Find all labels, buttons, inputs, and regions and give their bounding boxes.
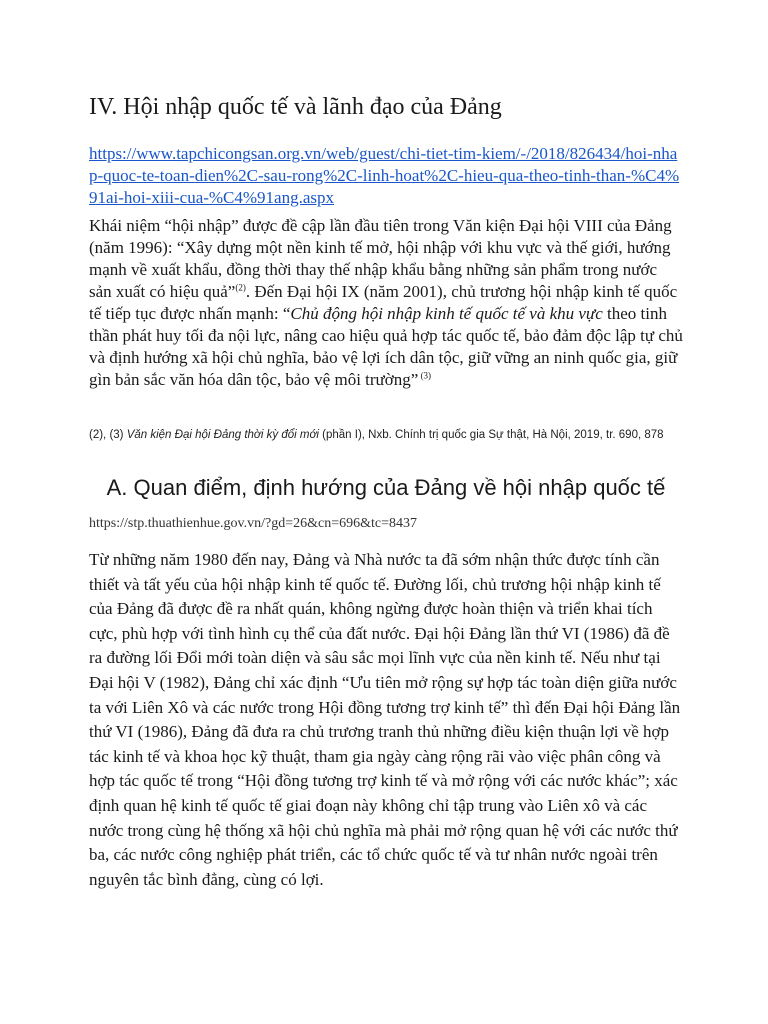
body-paragraph: Từ những năm 1980 đến nay, Đảng và Nhà nước ta đã sớm nhận thức được tính cần thiết và tất yếu của hội nhập kinh tế quốc tế. Đường lối, chủ trương hội nhập kinh tế của Đảng đã được đề ra nhất quán, không ngừng được hoàn thiện và triển khai tích cực, phù hợp với tình hình cụ thể của đất nước. Đại hội Đảng lần thứ VI (1986) đã đề ra đường lối Đổi mới toàn diện và sâu sắc mọi lĩnh vực của nền kinh tế. Nếu như tại Đại hội V (1982), Đảng chỉ xác định “Ưu tiên mở rộng sự hợp tác toàn diện giữa nước ta với Liên Xô và các nước trong Hội đồng tương trợ kinh tế” thì đến Đại hội Đảng lần thứ VI (1986), Đảng đã đưa ra chủ trương tranh thủ những điều kiện thuận lợi về hợp tác kinh tế và khoa học kỹ thuật, tham gia ngày càng rộng rãi vào việc phân công và hợp tác quốc tế trong “Hội đồng tương trợ kinh tế và mở rộng với các nước khác”; xác định quan hệ kinh tế quốc tế giai đoạn này không chỉ tập trung vào Liên xô và các nước trong cùng hệ thống xã hội chủ nghĩa mà phải mở rộng quan hệ với các nước thứ ba, các nước công nghiệp phát triển, các tổ chức quốc tế và tư nhân nước ngoài trên nguyên tắc bình đẳng, cùng có lợi. [89,550,681,889]
subsection-heading: A. Quan điểm, định hướng của Đảng về hội nhập quốc tế [106,475,666,500]
subsection-source-url: https://stp.thuathienhue.gov.vn/?gd=26&cn=696&tc=8437 [89,516,418,531]
footnote-ref-3: (3) [418,370,432,381]
footnote-ref-2: (2) [235,282,246,293]
footnote-rest: (phần I), Nxb. Chính trị quốc gia Sự thật, Hà Nội, 2019, tr. 690, 878 [318,429,664,441]
footnote-title: Văn kiện Đại hội Đảng thời kỳ đổi mới [126,429,319,441]
intro-text-c: theo tinh thần phát huy tối đa nội lực, nâng cao hiệu quả hợp tác quốc tế, bảo đảm độc lập tự chủ và định hướng xã hội chủ nghĩa, bảo vệ lợi ích dân tộc, giữ vững an ninh quốc gia, giữ gìn bản sắc văn hóa dân tộc, bảo vệ môi trường” [89,304,683,389]
source-link[interactable]: https://www.tapchicongsan.org.vn/web/guest/chi-tiet-tim-kiem/-/2018/826434/hoi-nhap-quoc-te-toan-dien%2C-sau-rong%2C-linh-hoat%2C-hieu-qua-theo-tinh-than-%C4%91ai-hoi-xiii-cua-%C4%91ang.aspx [89,144,680,207]
intro-text-b: . Đến Đại hội IX (năm 2001), chủ trương hội nhập kinh tế quốc tế tiếp tục được nhấn mạnh: “ [89,282,678,323]
intro-text-a: Khái niệm “hội nhập” được đề cập lần đầu tiên trong Văn kiện Đại hội VIII của Đảng (năm 1996): “Xây dựng một nền kinh tế mở, hội nhập với khu vực và thế giới, hướng mạnh về xuất khẩu, đồng thời thay thế nhập khẩu bằng những sản phẩm trong nước sản xuất có hiệu quả” [89,216,672,301]
intro-italic-quote: Chủ động hội nhập kinh tế quốc tế và khu vực [290,304,603,323]
footnote [89,427,683,443]
footnote-prefix: (2), (3) [89,429,127,441]
intro-paragraph [89,215,683,391]
section-heading: IV. Hội nhập quốc tế và lãnh đạo của Đảng [89,94,502,120]
